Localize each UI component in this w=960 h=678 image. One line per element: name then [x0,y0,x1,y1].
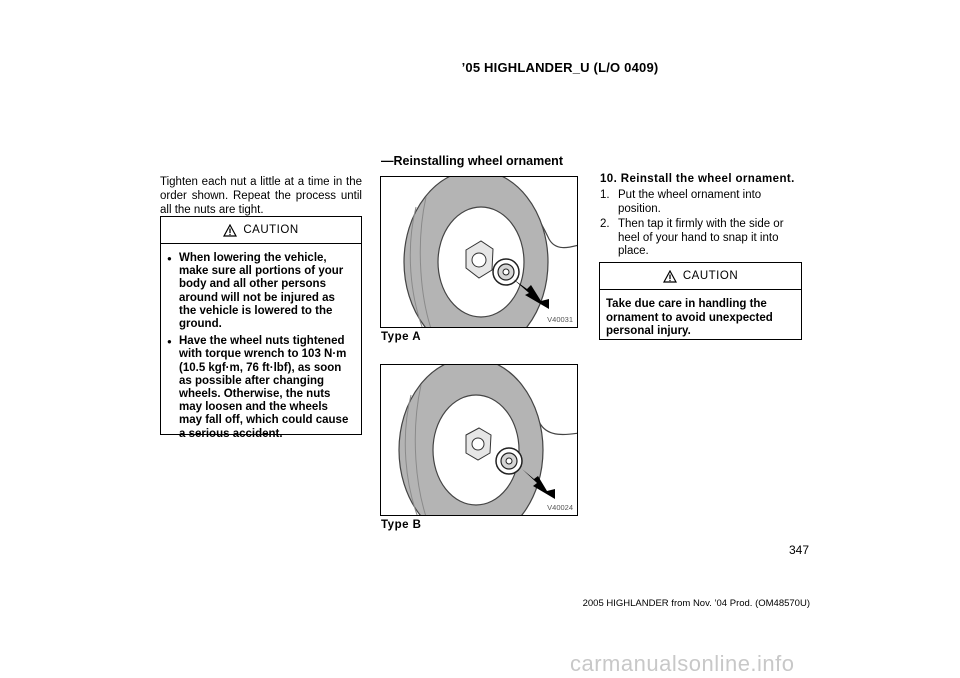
caution-header [161,217,361,244]
wheel-ornament-illustration-b [381,365,578,516]
substep-text: Put the wheel ornament into position. [618,189,762,215]
figure-type-b [380,364,578,516]
caution-item: ● When lowering the vehicle, make sure all portions of your body and all other persons around will not be injured as the vehicle is lowered to the ground. [167,252,353,331]
section-title: —Reinstalling wheel ornament [381,154,563,168]
step-title: 10. Reinstall the wheel ornament. [600,173,795,185]
watermark: carmanualsonline.info [570,651,795,676]
substep [600,189,802,216]
warning-triangle-icon [223,224,237,237]
document-header: ’05 HIGHLANDER_U (L/O 0409) [461,60,659,75]
figure-code: V40031 [547,315,573,324]
figure-type-a [380,176,578,328]
caution-header [600,263,801,290]
wheel-ornament-illustration-a [381,177,578,328]
caution-title: CAUTION [682,270,739,282]
caution-box-left [160,216,362,440]
figure-caption: Type A [381,331,422,343]
document-footer: 2005 HIGHLANDER from Nov. ’04 Prod. (OM48570U) [582,598,810,609]
substep-number: 2. [600,218,610,230]
substep [600,218,802,259]
caution-list [161,244,361,453]
figure-code: V40024 [547,503,573,512]
caution-title: CAUTION [243,224,299,236]
substep-list [600,189,802,261]
caution-item: ● Have the wheel nuts tightened with torque wrench to 103 N·m (10.5 kgf·m, 76 ft·lbf), as soon as possible after changing wheels. Otherwise, the nuts may loosen and the wheels may fall off, which could cause a serious accident. [167,335,353,441]
substep-number: 1. [600,189,610,201]
substep-text: Then tap it firmly with the side or heel of your hand to snap it into place. [618,218,784,257]
figure-caption: Type B [381,519,422,531]
intro-paragraph: Tighten each nut a little at a time in the order shown. Repeat the process until all the nuts are tight. [160,176,362,216]
warning-triangle-icon [663,270,677,283]
caution-box-right [599,262,802,340]
page-number: 347 [789,543,810,557]
caution-text: Take due care in handling the ornament to avoid unexpected personal injury. [606,298,773,337]
